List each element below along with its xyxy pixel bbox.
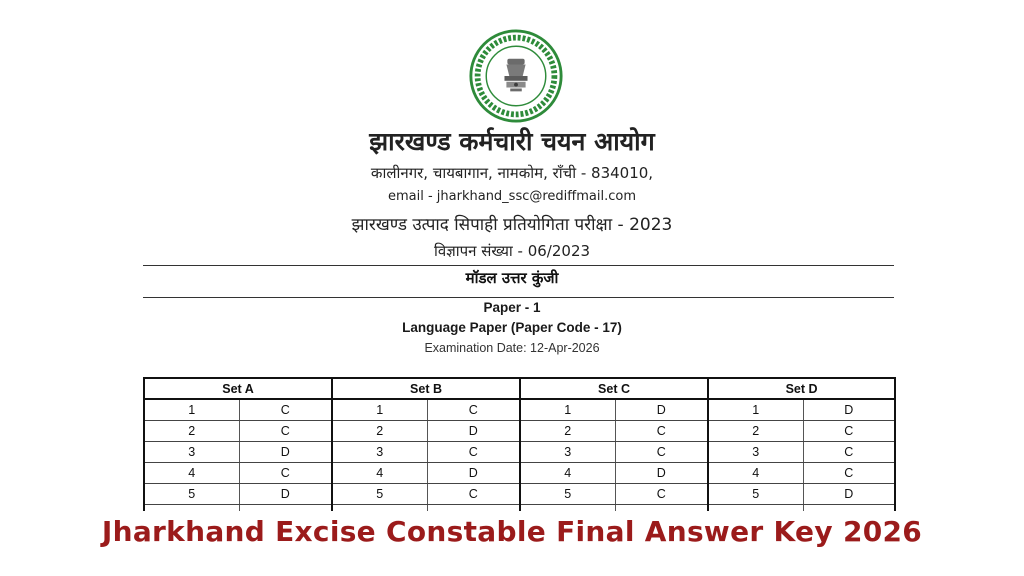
set-d-header: Set D — [708, 378, 895, 399]
answer-key-banner: Jharkhand Excise Constable Final Answer Key 2026 — [101, 515, 923, 548]
set-a-answer: C — [239, 463, 332, 484]
table-row-cutoff — [144, 505, 895, 512]
set-b-question: 1 — [332, 399, 427, 421]
paper-title: Paper - 1 — [483, 300, 541, 315]
set-a-answer: C — [239, 399, 332, 421]
set-c-question: 5 — [520, 484, 615, 505]
set-c-question: 4 — [520, 463, 615, 484]
set-b-answer: D — [427, 421, 520, 442]
model-answer-key-heading: मॉडल उत्तर कुंजी — [465, 269, 559, 287]
exam-date: Examination Date: 12-Apr-2026 — [424, 341, 600, 355]
set-a-question: 1 — [144, 399, 239, 421]
set-d-question: 3 — [708, 442, 803, 463]
set-a-question: 3 — [144, 442, 239, 463]
empty-cell — [239, 505, 332, 512]
set-d-answer: D — [803, 484, 895, 505]
set-a-question: 5 — [144, 484, 239, 505]
set-d-question: 1 — [708, 399, 803, 421]
set-d-question: 5 — [708, 484, 803, 505]
set-c-answer: D — [615, 399, 708, 421]
set-d-answer: D — [803, 399, 895, 421]
set-a-header: Set A — [144, 378, 332, 399]
set-b-question: 5 — [332, 484, 427, 505]
table-row — [144, 421, 895, 442]
set-b-question: 3 — [332, 442, 427, 463]
empty-cell — [520, 505, 615, 512]
advertisement-number: विज्ञापन संख्या - 06/2023 — [433, 242, 591, 260]
set-b-answer: D — [427, 463, 520, 484]
organization-address: कालीनगर, चायबागान, नामकोम, राँची - 834010, — [370, 164, 654, 182]
set-c-answer: C — [615, 442, 708, 463]
bottom-divider — [143, 297, 894, 298]
set-d-answer: C — [803, 442, 895, 463]
set-header-row — [144, 378, 895, 399]
top-divider — [143, 265, 894, 266]
set-b-question: 2 — [332, 421, 427, 442]
empty-cell — [708, 505, 803, 512]
set-b-question: 4 — [332, 463, 427, 484]
table-row — [144, 399, 895, 421]
empty-cell — [803, 505, 895, 512]
set-c-header: Set C — [520, 378, 708, 399]
answer-table — [143, 377, 896, 511]
empty-cell — [332, 505, 427, 512]
set-d-question: 2 — [708, 421, 803, 442]
set-c-question: 1 — [520, 399, 615, 421]
table-row — [144, 484, 895, 505]
set-b-answer: C — [427, 484, 520, 505]
set-a-answer: C — [239, 421, 332, 442]
set-b-header: Set B — [332, 378, 520, 399]
set-d-answer: C — [803, 421, 895, 442]
empty-cell — [144, 505, 239, 512]
set-b-answer: C — [427, 399, 520, 421]
exam-name: झारखण्ड उत्पाद सिपाही प्रतियोगिता परीक्षा - 2023 — [351, 215, 673, 235]
organization-email: email - jharkhand_ssc@rediffmail.com — [387, 189, 636, 204]
paper-subtitle: Language Paper (Paper Code - 17) — [402, 320, 622, 335]
set-b-answer: C — [427, 442, 520, 463]
set-a-question: 2 — [144, 421, 239, 442]
set-c-question: 2 — [520, 421, 615, 442]
empty-cell — [615, 505, 708, 512]
table-row — [144, 463, 895, 484]
set-c-answer: C — [615, 484, 708, 505]
set-c-answer: D — [615, 463, 708, 484]
set-d-answer: C — [803, 463, 895, 484]
empty-cell — [427, 505, 520, 512]
set-a-question: 4 — [144, 463, 239, 484]
table-row — [144, 442, 895, 463]
set-c-answer: C — [615, 421, 708, 442]
set-a-answer: D — [239, 484, 332, 505]
set-c-question: 3 — [520, 442, 615, 463]
set-d-question: 4 — [708, 463, 803, 484]
state-emblem-icon — [468, 28, 564, 124]
set-a-answer: D — [239, 442, 332, 463]
organization-title: झारखण्ड कर्मचारी चयन आयोग — [369, 127, 655, 156]
